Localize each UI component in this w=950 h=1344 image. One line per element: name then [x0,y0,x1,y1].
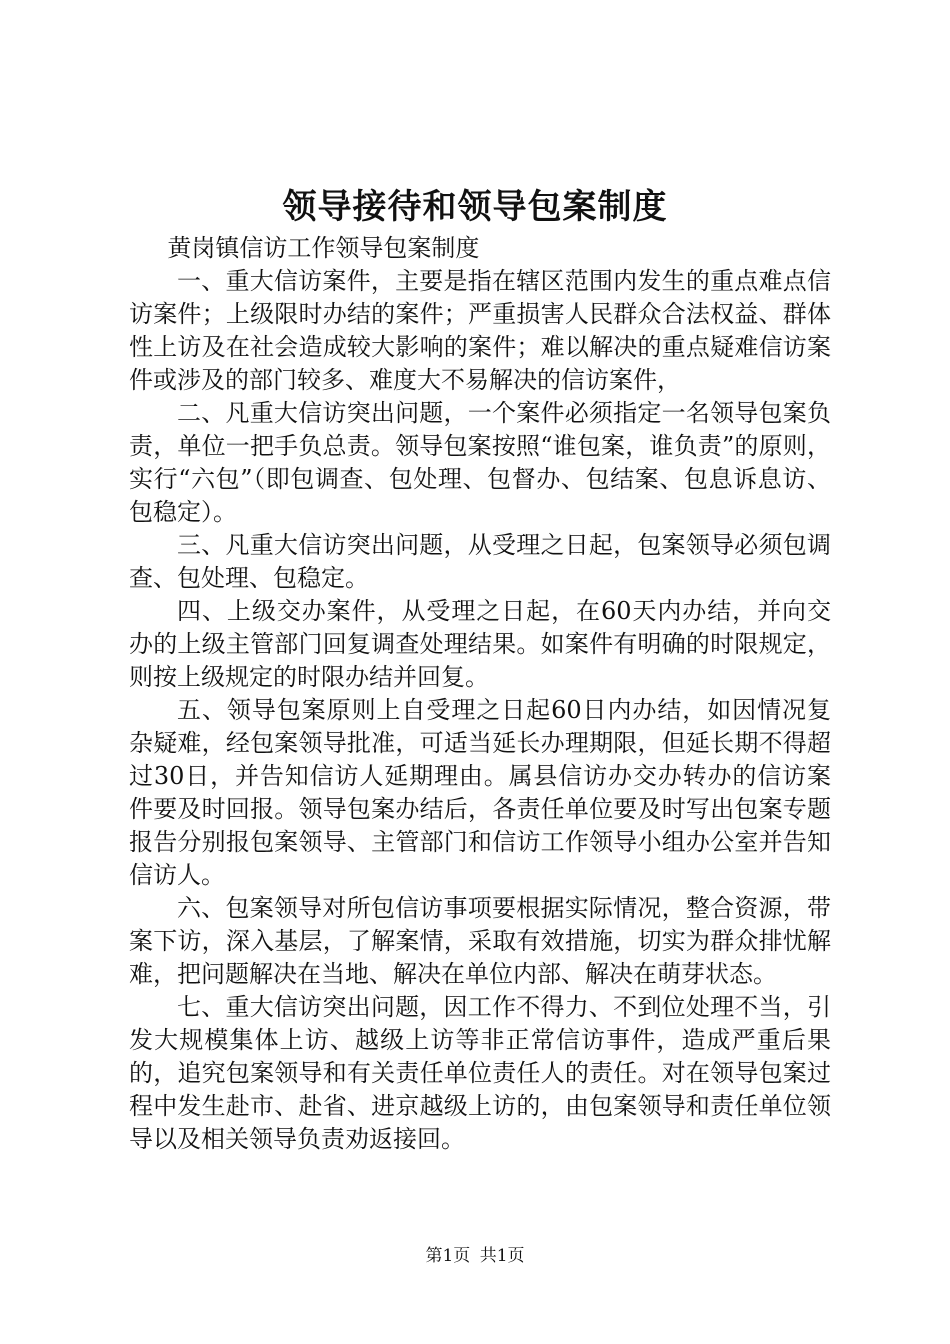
paragraph-5: 五、领导包案原则上自受理之日起60日内办结，如因情况复杂疑难，经包案领导批准，可适当延长办理期限，但延长期不得超过30日，并告知信访人延期理由。属县信访办交办转办的信访案件要及时回报。领导包案办结后，各责任单位要及时写出包案专题报告分别报包案领导、主管部门和信访工作领导小组办公室并告知信访人。 [129,696,831,889]
paragraph-4: 四、上级交办案件，从受理之日起，在60天内办结，并向交办的上级主管部门回复调查处理结果。如案件有明确的时限规定，则按上级规定的时限办结并回复。 [129,597,831,691]
paragraph-2: 二、凡重大信访突出问题，一个案件必须指定一名领导包案负责，单位一把手负总责。领导包案按照“谁包案，谁负责”的原则，实行“六包”（即包调查、包处理、包督办、包结案、包息诉息访、包稳定）。 [129,399,831,526]
document-title: 领导接待和领导包案制度 [282,187,668,227]
paragraph-1: 一、重大信访案件，主要是指在辖区范围内发生的重点难点信访案件；上级限时办结的案件；严重损害人民群众合法权益、群体性上访及在社会造成较大影响的案件；难以解决的重点疑难信访案件或涉及的部门较多、难度大不易解决的信访案件， [129,267,831,394]
paragraph-3: 三、凡重大信访突出问题，从受理之日起，包案领导必须包调查、包处理、包稳定。 [129,531,831,592]
paragraph-7: 七、重大信访突出问题，因工作不得力、不到位处理不当，引发大规模集体上访、越级上访等非正常信访事件，造成严重后果的，追究包案领导和有关责任单位责任人的责任。对在领导包案过程中发生赴市、赴省、进京越级上访的，由包案领导和责任单位领导以及相关领导负责劝返接回。 [129,993,831,1153]
page-footer: 第1页 共1页 [425,1246,525,1266]
paragraph-6: 六、包案领导对所包信访事项要根据实际情况，整合资源，带案下访，深入基层，了解案情，采取有效措施，切实为群众排忧解难，把问题解决在当地、解决在单位内部、解决在萌芽状态。 [129,894,831,988]
document-subtitle: 黄岗镇信访工作领导包案制度 [167,234,480,262]
document-body [129,232,831,1156]
